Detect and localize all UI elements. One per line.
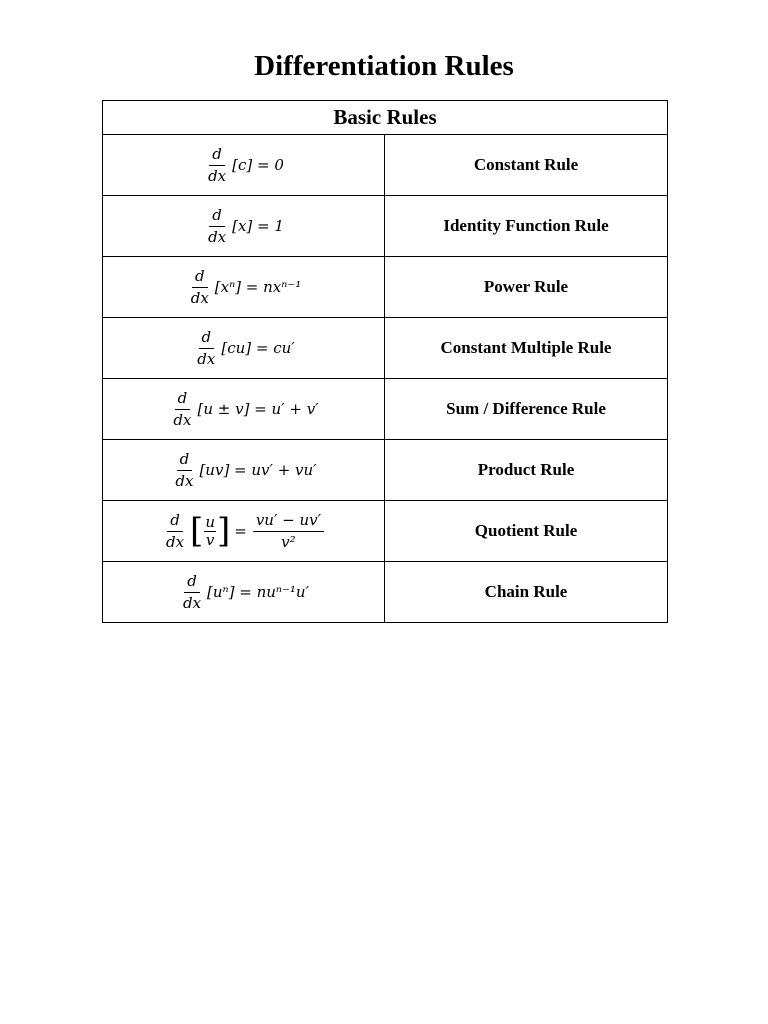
formula — [186, 267, 302, 308]
right-bracket: ] — [216, 511, 231, 551]
formula-expression: [uⁿ] = nuⁿ⁻¹u′ — [207, 583, 309, 601]
rule-name: Power Rule — [385, 257, 668, 318]
formula-cell — [103, 440, 385, 501]
table-row — [103, 318, 668, 379]
formula-expression: [uv] = uv′ + vu′ — [199, 461, 317, 479]
result-fraction: $\frac{vu' - uv'}{\text{v²}}$ — [253, 511, 324, 552]
formula-cell — [103, 257, 385, 318]
rule-name: Identity Function Rule — [385, 196, 668, 257]
derivative-operator: $\frac{d}{dx}$ — [190, 266, 209, 307]
table-row — [103, 257, 668, 318]
table-row — [103, 196, 668, 257]
formula-cell — [103, 501, 385, 562]
derivative-operator: $\frac{d}{dx}$ — [182, 571, 202, 612]
rule-name: Constant Multiple Rule — [385, 318, 668, 379]
left-bracket: [ — [190, 511, 204, 551]
formula-expression: [cu] = cu′ — [221, 339, 295, 357]
formula-expression: [c] = 0 — [232, 156, 284, 174]
table-row — [103, 379, 668, 440]
rule-name: Product Rule — [385, 440, 668, 501]
formula — [161, 511, 326, 552]
formula-cell — [103, 196, 385, 257]
table-row — [103, 501, 668, 562]
formula-cell — [103, 318, 385, 379]
rules-table — [102, 100, 668, 623]
formula — [168, 389, 318, 430]
derivative-operator: $\frac{d}{dx}$ — [165, 510, 185, 551]
table-row — [103, 135, 668, 196]
formula — [178, 572, 309, 613]
formula — [203, 206, 284, 247]
formula — [203, 145, 284, 186]
inner-fraction: $\frac{u}{v}$ — [205, 512, 215, 549]
derivative-operator: $\frac{d}{dx}$ — [175, 449, 194, 490]
rule-name: Sum / Difference Rule — [385, 379, 668, 440]
formula-cell — [103, 135, 385, 196]
derivative-operator: $\frac{d}{dx}$ — [197, 327, 216, 368]
derivative-operator: $\frac{d}{dx}$ — [208, 144, 227, 185]
rule-name: Constant Rule — [385, 135, 668, 196]
derivative-operator: $\frac{d}{dx}$ — [208, 205, 227, 246]
formula-expression: [x] = 1 — [232, 217, 284, 235]
formula-cell — [103, 379, 385, 440]
rule-name: Quotient Rule — [385, 501, 668, 562]
formula — [170, 450, 316, 491]
table-row — [103, 440, 668, 501]
table-header-row — [103, 101, 668, 135]
formula-expression: [xⁿ] = nxⁿ⁻¹ — [214, 278, 302, 296]
equals-sign: = — [234, 522, 247, 540]
bracketed-fraction — [190, 511, 231, 551]
derivative-operator: $\frac{d}{dx}$ — [173, 388, 192, 429]
table-row — [103, 562, 668, 623]
formula — [192, 328, 294, 369]
formula-cell — [103, 562, 385, 623]
rule-name: Chain Rule — [385, 562, 668, 623]
table-header: Basic Rules — [103, 101, 668, 135]
page-title: Differentiation Rules — [254, 50, 514, 82]
formula-expression: [u ± v] = u′ + v′ — [197, 400, 319, 418]
